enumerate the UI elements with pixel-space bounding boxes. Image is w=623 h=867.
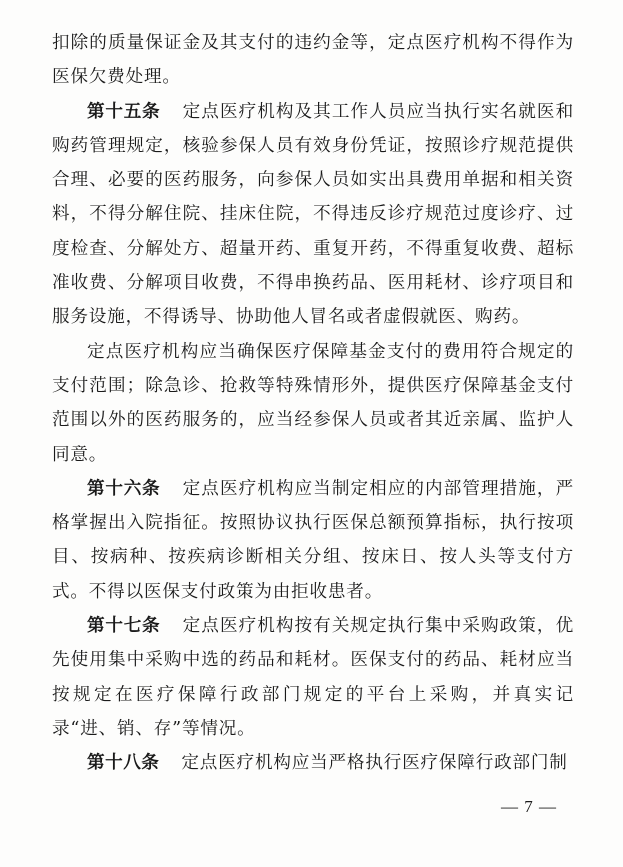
article-heading: 第十七条	[87, 616, 161, 637]
paragraph-text: 定点医疗机构应当确保医疗保障基金支付的费用符合规定的支付范围；除急诊、抢救等特殊情形外，提供医疗保障基金支付范围以外的医药服务的，应当经参保人员或者其近亲属、监护人同意。	[52, 341, 574, 465]
article-15-subparagraph	[52, 335, 574, 472]
paragraph-text: 定点医疗机构按有关规定执行集中采购政策，优先使用集中采购中选的药品和耗材。医保支付的药品、耗材应当按规定在医疗保障行政部门规定的平台上采购，并真实记录“进、销、存”等情况。	[52, 616, 574, 739]
article-15-paragraph	[52, 95, 574, 335]
article-heading: 第十六条	[87, 478, 161, 499]
paragraph-text: 定点医疗机构应当制定相应的内部管理措施，严格掌握出入院指征。按照协议执行医保总额预算指标，执行按项目、按病种、按疾病诊断相关分组、按床日、按人头等支付方式。不得以医保支付政策为由拒收患者。	[52, 478, 574, 602]
article-heading: 第十八条	[87, 753, 160, 774]
document-body	[52, 26, 574, 781]
paragraph-continuation	[52, 26, 574, 95]
paragraph-text: 定点医疗机构及其工作人员应当执行实名就医和购药管理规定，核验参保人员有效身份凭证，按照诊疗规范提供合理、必要的医药服务，向参保人员如实出具费用单据和相关资料，不得分解住院、挂床住院，不得违反诊疗规范过度诊疗、过度检查、分解处方、超量开药、重复开药，不得重复收费、超标准收费、分解项目收费，不得串换药品、医用耗材、诊疗项目和服务设施，不得诱导、协助他人冒名或者虚假就医、购药。	[52, 101, 574, 328]
paragraph-text: 扣除的质量保证金及其支付的违约金等，定点医疗机构不得作为医保欠费处理。	[52, 33, 574, 88]
paragraph-text: 定点医疗机构应当严格执行医疗保障行政部门制	[181, 753, 568, 774]
page-number: — 7 —	[501, 797, 557, 816]
article-18-paragraph	[52, 746, 574, 780]
article-17-paragraph	[52, 609, 574, 746]
article-16-paragraph	[52, 472, 574, 609]
article-heading: 第十五条	[87, 101, 161, 122]
